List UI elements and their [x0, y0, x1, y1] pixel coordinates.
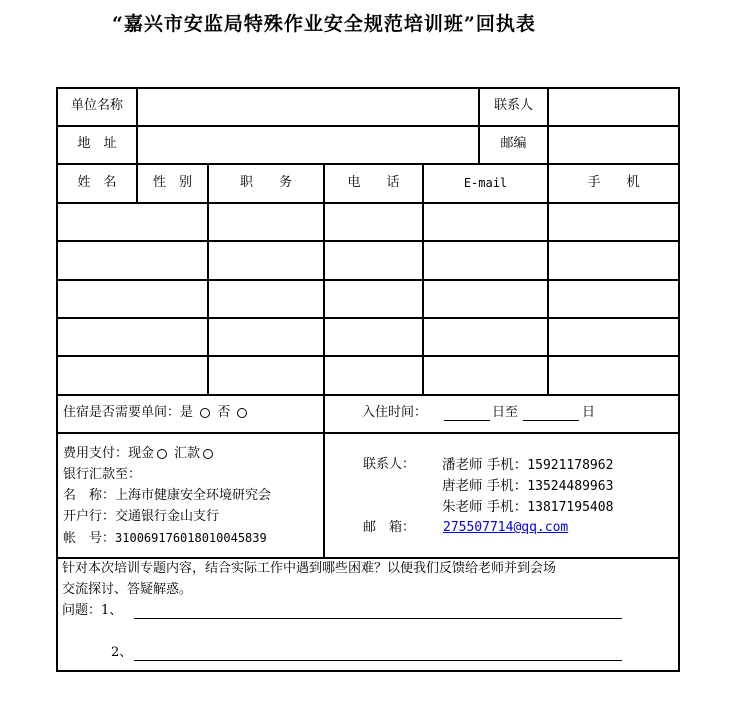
contact-phone-label: 手机： — [486, 478, 528, 494]
account-name-value: 上海市健康安全环境研究会 — [115, 488, 272, 503]
table-border-right — [678, 87, 680, 672]
participant-row-2[interactable] — [58, 242, 678, 279]
payment-transfer-label: 汇款 — [174, 446, 201, 461]
checkin-start-field[interactable] — [444, 420, 490, 421]
column-header-gender: 性 别 — [152, 175, 192, 190]
contact-name: 朱老师 — [442, 499, 483, 515]
account-number — [63, 530, 267, 547]
single-room-question — [63, 405, 250, 421]
question-2-field[interactable] — [134, 660, 622, 661]
checkin-time — [362, 405, 427, 421]
payment-method — [63, 446, 216, 462]
account-number-label: 帐 号： — [63, 531, 116, 546]
address-label: 地 址 — [77, 136, 117, 151]
participant-row-5[interactable] — [58, 357, 678, 394]
checkin-time-label: 入住时间： — [362, 405, 428, 420]
contact-phone-label: 手机： — [486, 457, 528, 473]
payment-cash-label: 现金 — [128, 446, 155, 461]
question-2-number: 2、 — [111, 645, 133, 660]
single-room-question-label: 住宿是否需要单间： — [63, 405, 181, 420]
participant-row-3[interactable] — [58, 281, 678, 317]
feedback-prompt-line2: 交流探讨、答疑解惑。 — [62, 582, 193, 597]
payment-transfer-radio[interactable] — [203, 449, 213, 459]
checkin-day-to-label: 日至 — [492, 405, 519, 420]
question-1-number: 1、 — [101, 603, 123, 618]
contact-item — [442, 457, 613, 474]
email-link[interactable]: 275507714@qq.com — [443, 520, 569, 535]
contact-phone: 13817195408 — [527, 500, 614, 515]
postcode-label: 邮编 — [500, 136, 527, 151]
account-name — [63, 488, 271, 504]
contact-phone: 13524489963 — [527, 479, 614, 494]
feedback-prompt-line1: 针对本次培训专题内容，结合实际工作中遇到哪些困难？以便我们反馈给老师并到会场 — [62, 561, 557, 576]
column-header-email: E-mail — [463, 176, 508, 190]
bank-branch — [63, 509, 219, 525]
contact-phone-label: 手机： — [486, 499, 528, 515]
email-label: 邮 箱： — [363, 520, 416, 535]
table-border-bottom — [56, 670, 680, 672]
participant-row-4[interactable] — [58, 319, 678, 355]
column-header-mobile: 手 机 — [587, 175, 640, 190]
contact-name: 潘老师 — [442, 457, 483, 473]
checkin-day-label: 日 — [582, 405, 596, 420]
contact-person-label: 联系人 — [493, 98, 533, 113]
contact-name: 唐老师 — [442, 478, 483, 494]
payment-cash-radio[interactable] — [157, 449, 167, 459]
contact-item — [442, 478, 613, 495]
row-divider — [56, 163, 680, 165]
question-1-field[interactable] — [134, 618, 622, 619]
checkin-end-field[interactable] — [523, 420, 579, 421]
contacts-label: 联系人： — [363, 457, 416, 472]
question-1 — [62, 603, 122, 619]
question-label: 问题： — [62, 603, 102, 618]
column-header-name: 姓 名 — [77, 175, 117, 190]
contact-person-field[interactable] — [549, 89, 678, 125]
account-number-value: 310069176018010045839 — [115, 531, 267, 545]
column-header-position: 职 务 — [239, 175, 292, 190]
single-room-no-radio[interactable] — [237, 408, 247, 418]
single-room-yes-label: 是 — [180, 405, 194, 420]
row-divider — [56, 394, 680, 396]
address-field[interactable] — [138, 127, 478, 163]
unit-name-field[interactable] — [138, 89, 478, 125]
account-name-label: 名 称： — [63, 488, 116, 503]
payment-method-label: 费用支付： — [63, 446, 129, 461]
unit-name-label: 单位名称 — [70, 98, 123, 113]
bank-branch-value: 交通银行金山支行 — [115, 509, 220, 524]
bank-branch-label: 开户行： — [63, 509, 116, 524]
contact-phone: 15921178962 — [527, 458, 614, 473]
single-room-yes-radio[interactable] — [200, 408, 210, 418]
single-room-no-label: 否 — [217, 405, 231, 420]
participant-row-1[interactable] — [58, 204, 678, 240]
postcode-field[interactable] — [549, 127, 678, 163]
column-header-phone: 电 话 — [347, 175, 400, 190]
form-title: “嘉兴市安监局特殊作业安全规范培训班”回执表 — [112, 13, 536, 35]
row-divider — [56, 432, 680, 434]
bank-transfer-to: 银行汇款至： — [63, 467, 142, 482]
row-divider — [56, 557, 680, 559]
contact-item — [442, 499, 613, 516]
